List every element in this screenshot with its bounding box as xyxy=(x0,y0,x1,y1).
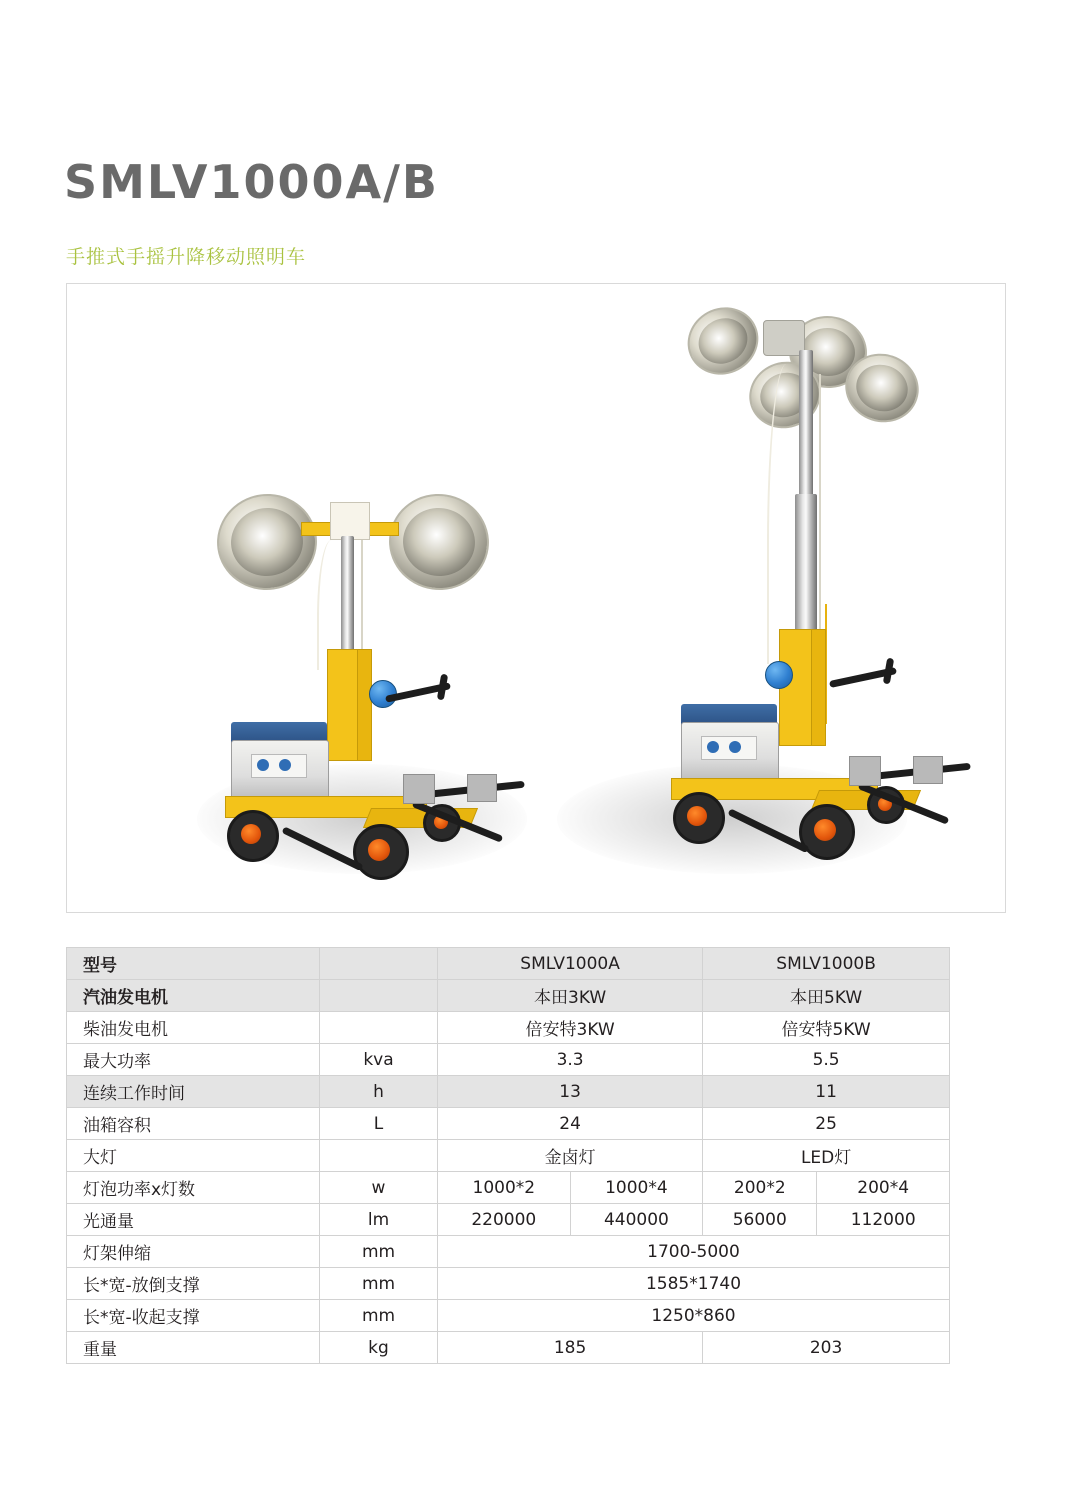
spec-unit xyxy=(320,948,438,980)
spec-value-all: 1250*860 xyxy=(438,1300,950,1332)
table-row xyxy=(67,1300,950,1332)
spec-label: 柴油发电机 xyxy=(67,1012,320,1044)
mast-left xyxy=(341,536,354,654)
spec-label: 光通量 xyxy=(67,1204,320,1236)
spec-label: 长*宽-放倒支撑 xyxy=(67,1268,320,1300)
spec-unit: mm xyxy=(320,1268,438,1300)
spec-label: 汽油发电机 xyxy=(67,980,320,1012)
spec-value-b: 203 xyxy=(703,1332,950,1364)
spec-unit: lm xyxy=(320,1204,438,1236)
spec-value-b1: 56000 xyxy=(703,1204,817,1236)
spec-unit xyxy=(320,1140,438,1172)
wheel-right-front xyxy=(799,804,855,860)
spec-unit xyxy=(320,1012,438,1044)
spec-label: 连续工作时间 xyxy=(67,1076,320,1108)
spec-value-a: 13 xyxy=(438,1076,703,1108)
outrigger-mount-right xyxy=(849,756,881,786)
wheel-right-rear xyxy=(673,792,725,844)
spec-value-b2: 112000 xyxy=(817,1204,950,1236)
generator-socket-right xyxy=(707,741,719,753)
outrigger-mount-left xyxy=(403,774,435,804)
spec-value-all: 1585*1740 xyxy=(438,1268,950,1300)
lamp-dish-right-1 xyxy=(676,295,771,387)
spec-value-a2: 440000 xyxy=(570,1204,703,1236)
table-row xyxy=(67,1012,950,1044)
table-row xyxy=(67,1108,950,1140)
table-row xyxy=(67,980,950,1012)
spec-label: 型号 xyxy=(67,948,320,980)
table-row xyxy=(67,948,950,980)
winch-knob-right xyxy=(765,661,793,689)
lamp-dish-left-1 xyxy=(211,488,323,597)
specifications-table xyxy=(66,947,950,1364)
spec-value-a: 倍安特3KW xyxy=(438,1012,703,1044)
mast-right-upper xyxy=(799,350,813,500)
product-photo-frame xyxy=(66,283,1006,913)
spec-value-all: 1700-5000 xyxy=(438,1236,950,1268)
spec-unit: kva xyxy=(320,1044,438,1076)
generator-socket2-right xyxy=(729,741,741,753)
outrigger-mount-left-2 xyxy=(467,774,497,802)
table-row xyxy=(67,1140,950,1172)
spec-value-a1: 220000 xyxy=(438,1204,571,1236)
spec-value-b: 25 xyxy=(703,1108,950,1140)
product-image-right xyxy=(567,304,927,874)
wheel-left-front xyxy=(353,824,409,880)
spec-value-a: 24 xyxy=(438,1108,703,1140)
spec-value-b: 倍安特5KW xyxy=(703,1012,950,1044)
generator-socket-left xyxy=(257,759,269,771)
page-title: SMLV1000A/B xyxy=(64,155,439,209)
spec-value-b: 11 xyxy=(703,1076,950,1108)
spec-unit: w xyxy=(320,1172,438,1204)
table-row xyxy=(67,1172,950,1204)
wheel-left-rear xyxy=(227,810,279,862)
spec-value-b: 本田5KW xyxy=(703,980,950,1012)
spec-label: 最大功率 xyxy=(67,1044,320,1076)
spec-label: 长*宽-收起支撑 xyxy=(67,1300,320,1332)
spec-value-a: 3.3 xyxy=(438,1044,703,1076)
lamp-junction-box-left xyxy=(330,502,370,540)
mast-housing-shade-left xyxy=(357,649,372,761)
spec-unit: kg xyxy=(320,1332,438,1364)
spec-value-b: SMLV1000B xyxy=(703,948,950,980)
table-row xyxy=(67,1204,950,1236)
product-image-left xyxy=(217,474,547,874)
spec-unit: L xyxy=(320,1108,438,1140)
page-subtitle: 手推式手摇升降移动照明车 xyxy=(66,247,307,268)
spec-label: 大灯 xyxy=(67,1140,320,1172)
table-row xyxy=(67,1044,950,1076)
table-row xyxy=(67,1076,950,1108)
spec-value-a: 185 xyxy=(438,1332,703,1364)
cable-left-b xyxy=(361,540,381,660)
spec-value-a: 本田3KW xyxy=(438,980,703,1012)
spec-value-a1: 1000*2 xyxy=(438,1172,571,1204)
spec-unit xyxy=(320,980,438,1012)
spec-value-a2: 1000*4 xyxy=(570,1172,703,1204)
outrigger-mount-right-2 xyxy=(913,756,943,784)
spec-unit: mm xyxy=(320,1236,438,1268)
generator-socket2-left xyxy=(279,759,291,771)
table-row xyxy=(67,1332,950,1364)
spec-unit: mm xyxy=(320,1300,438,1332)
table-row xyxy=(67,1236,950,1268)
spec-value-a: 金卤灯 xyxy=(438,1140,703,1172)
table-row xyxy=(67,1268,950,1300)
spec-label: 重量 xyxy=(67,1332,320,1364)
spec-value-b: 5.5 xyxy=(703,1044,950,1076)
mast-housing-shade-right xyxy=(811,629,826,746)
spec-value-a: SMLV1000A xyxy=(438,948,703,980)
lamp-dish-left-2 xyxy=(383,488,495,597)
spec-value-b1: 200*2 xyxy=(703,1172,817,1204)
spec-unit: h xyxy=(320,1076,438,1108)
spec-value-b: LED灯 xyxy=(703,1140,950,1172)
spec-label: 灯泡功率x灯数 xyxy=(67,1172,320,1204)
spec-value-b2: 200*4 xyxy=(817,1172,950,1204)
spec-label: 灯架伸缩 xyxy=(67,1236,320,1268)
spec-label: 油箱容积 xyxy=(67,1108,320,1140)
